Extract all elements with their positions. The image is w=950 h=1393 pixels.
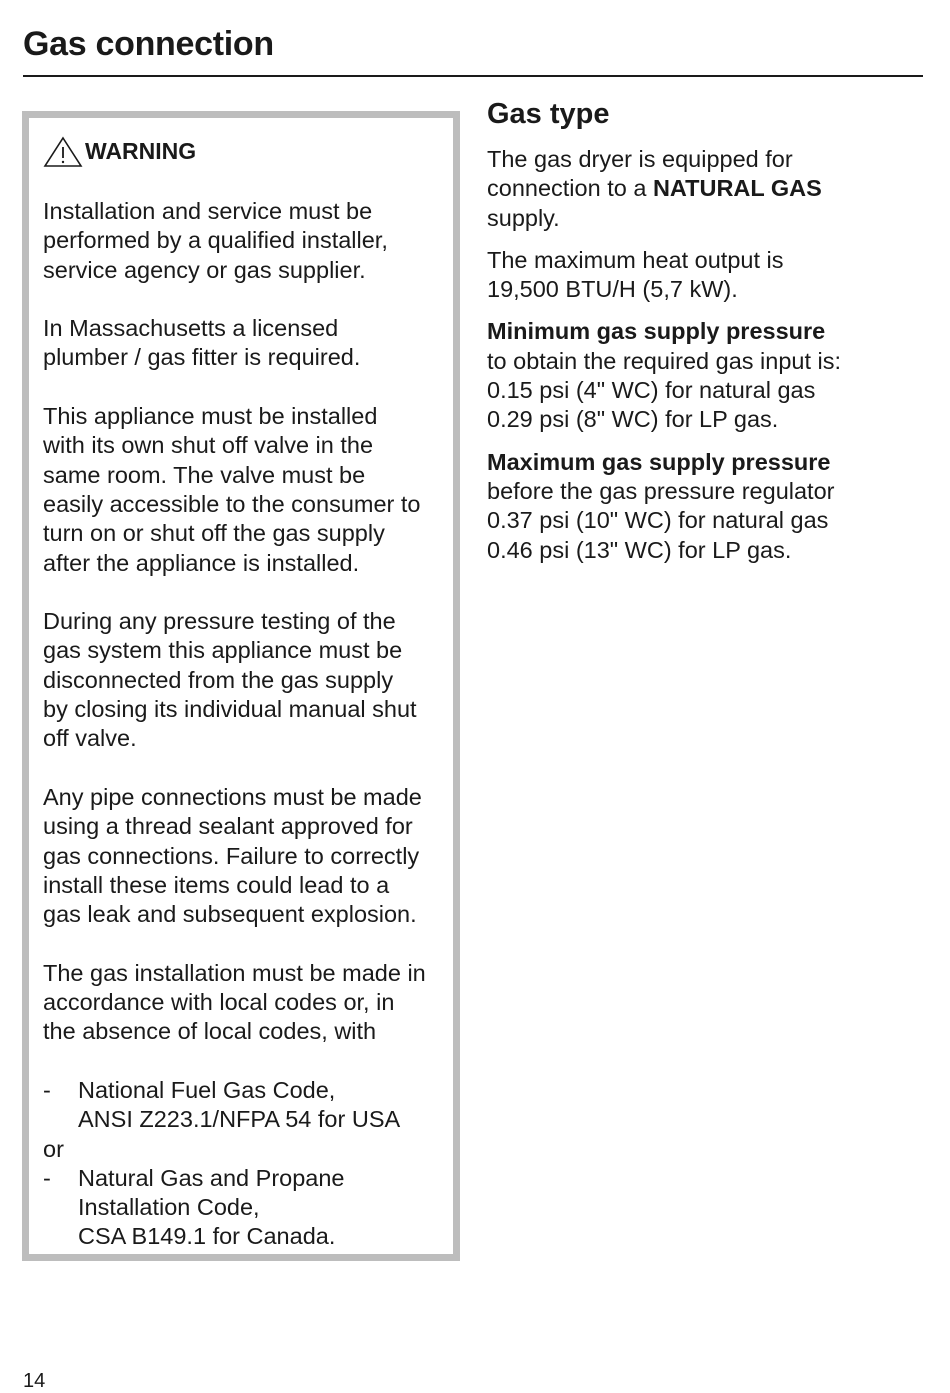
equipped-text: The gas dryer is equipped for connection to a bbox=[487, 146, 793, 202]
equipped-paragraph bbox=[487, 145, 927, 233]
warning-header bbox=[43, 136, 453, 168]
gas-type-section bbox=[487, 94, 927, 578]
warning-paragraph: In Massachusetts a licensed plumber / gas fitter is required. bbox=[43, 315, 361, 371]
warning-paragraph: This appliance must be installed with its own shut off valve in the same room. The valve must be easily accessible to the consumer to turn on or shut off the gas supply after the appliance is installed. bbox=[43, 403, 421, 576]
max-pressure-body: before the gas pressure regulator 0.37 psi (10" WC) for natural gas 0.46 psi (13" WC) for LP gas. bbox=[487, 477, 835, 563]
list-dash: - bbox=[43, 1164, 51, 1191]
code-or: or bbox=[43, 1135, 64, 1162]
section-title: Gas type bbox=[487, 98, 610, 130]
warning-paragraph: Any pipe connections must be made using a thread sealant approved for gas connections. Failure to correctly install these items could lead to a gas leak and subsequent explosion. bbox=[43, 783, 422, 928]
list-item bbox=[43, 1164, 453, 1252]
list-dash: - bbox=[43, 1076, 51, 1103]
page-title: Gas connection bbox=[23, 25, 274, 63]
warning-triangle-icon bbox=[43, 136, 83, 168]
min-pressure-paragraph bbox=[487, 317, 927, 434]
warning-paragraph: During any pressure testing of the gas system this appliance must be disconnected from the gas supply by closing its individual manual shut off valve. bbox=[43, 608, 417, 752]
equipped-suffix: supply. bbox=[487, 204, 560, 231]
warning-box bbox=[22, 111, 460, 1261]
min-pressure-heading: Minimum gas supply pressure bbox=[487, 318, 826, 345]
warning-paragraph: Installation and service must be performed by a qualified installer, service agency or gas supplier. bbox=[43, 198, 388, 283]
warning-content bbox=[43, 136, 453, 1252]
code-list bbox=[43, 1076, 453, 1252]
max-pressure-heading: Maximum gas supply pressure bbox=[487, 448, 831, 475]
gas-type-emphasis: NATURAL GAS bbox=[652, 175, 822, 202]
code-canada: Natural Gas and Propane Installation Code, CSA B149.1 for Canada. bbox=[78, 1164, 345, 1250]
heat-output-paragraph: The maximum heat output is 19,500 BTU/H (5,7 kW). bbox=[487, 246, 784, 303]
warning-paragraph: The gas installation must be made in accordance with local codes or, in the absence of local codes, with bbox=[43, 959, 426, 1045]
min-pressure-body: to obtain the required gas input is: 0.15 psi (4" WC) for natural gas 0.29 psi (8" WC) for LP gas. bbox=[487, 347, 842, 433]
page-number: 14 bbox=[23, 1370, 46, 1392]
code-usa: National Fuel Gas Code, ANSI Z223.1/NFPA 54 for USA bbox=[78, 1076, 401, 1133]
title-divider bbox=[23, 75, 923, 77]
list-item bbox=[43, 1076, 453, 1135]
max-pressure-paragraph bbox=[487, 448, 927, 565]
warning-label: WARNING bbox=[85, 138, 197, 165]
